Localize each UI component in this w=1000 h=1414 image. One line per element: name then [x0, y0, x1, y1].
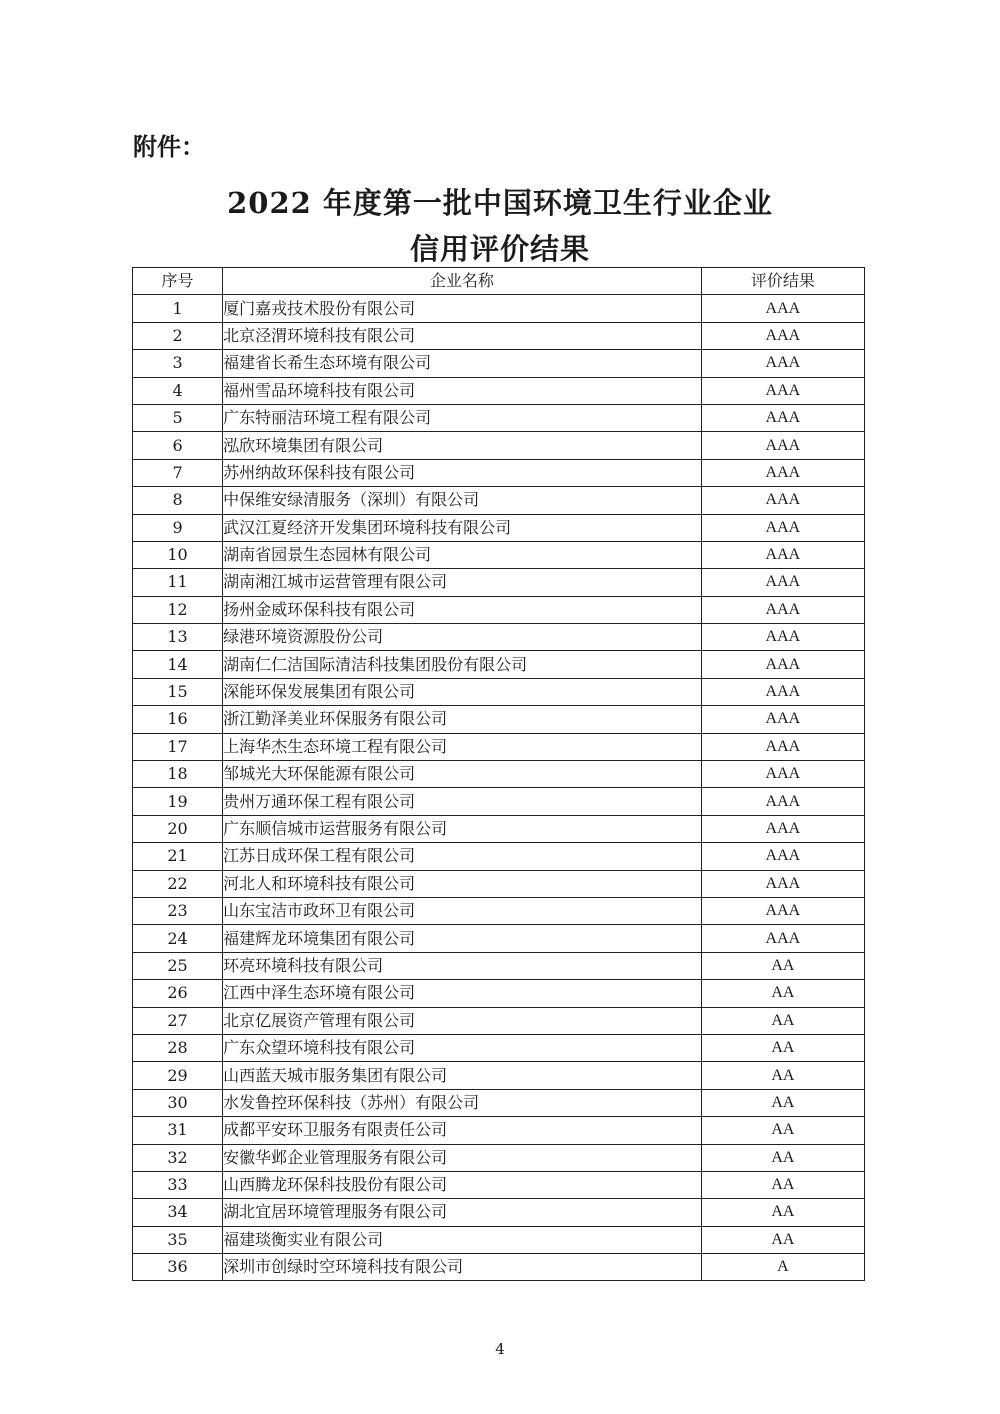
serial-number-cell: 35 — [133, 1226, 223, 1253]
rating-cell: AAA — [701, 925, 864, 952]
serial-number-cell: 31 — [133, 1117, 223, 1144]
rating-cell: AAA — [701, 788, 864, 815]
rating-cell: AAA — [701, 350, 864, 377]
header-company-name: 企业名称 — [223, 268, 702, 295]
table-row — [133, 925, 865, 952]
serial-number-cell: 25 — [133, 952, 223, 979]
serial-number-cell: 13 — [133, 624, 223, 651]
table-row — [133, 295, 865, 322]
serial-number-cell: 6 — [133, 432, 223, 459]
table-row — [133, 897, 865, 924]
header-rating: 评价结果 — [701, 268, 864, 295]
table-row — [133, 706, 865, 733]
serial-number-cell: 19 — [133, 788, 223, 815]
rating-cell: AA — [701, 1034, 864, 1061]
company-name-cell: 上海华杰生态环境工程有限公司 — [223, 733, 702, 760]
company-name-cell: 广东众望环境科技有限公司 — [223, 1034, 702, 1061]
rating-cell: AAA — [701, 514, 864, 541]
serial-number-cell: 9 — [133, 514, 223, 541]
table-row — [133, 788, 865, 815]
company-name-cell: 邹城光大环保能源有限公司 — [223, 761, 702, 788]
table-row — [133, 815, 865, 842]
serial-number-cell: 17 — [133, 733, 223, 760]
table-row — [133, 459, 865, 486]
company-name-cell: 厦门嘉戎技术股份有限公司 — [223, 295, 702, 322]
serial-number-cell: 15 — [133, 678, 223, 705]
company-name-cell: 山东宝洁市政环卫有限公司 — [223, 897, 702, 924]
serial-number-cell: 18 — [133, 761, 223, 788]
rating-cell: AAA — [701, 843, 864, 870]
rating-cell: AAA — [701, 295, 864, 322]
company-name-cell: 湖南湘江城市运营管理有限公司 — [223, 569, 702, 596]
table-row — [133, 733, 865, 760]
rating-cell: AAA — [701, 815, 864, 842]
rating-cell: AAA — [701, 404, 864, 431]
company-name-cell: 湖南省园景生态园林有限公司 — [223, 541, 702, 568]
company-name-cell: 武汉江夏经济开发集团环境科技有限公司 — [223, 514, 702, 541]
table-row — [133, 404, 865, 431]
table-row — [133, 1226, 865, 1253]
serial-number-cell: 22 — [133, 870, 223, 897]
table-row — [133, 1117, 865, 1144]
company-name-cell: 湖南仁仁洁国际清洁科技集团股份有限公司 — [223, 651, 702, 678]
rating-cell: AA — [701, 1226, 864, 1253]
rating-cell: AAA — [701, 897, 864, 924]
company-name-cell: 水发鲁控环保科技（苏州）有限公司 — [223, 1089, 702, 1116]
company-name-cell: 江西中泽生态环境有限公司 — [223, 980, 702, 1007]
serial-number-cell: 28 — [133, 1034, 223, 1061]
serial-number-cell: 33 — [133, 1171, 223, 1198]
results-table — [132, 267, 865, 1281]
rating-cell: AA — [701, 1007, 864, 1034]
serial-number-cell: 16 — [133, 706, 223, 733]
page-number: 4 — [495, 1340, 505, 1358]
serial-number-cell: 7 — [133, 459, 223, 486]
company-name-cell: 成都平安环卫服务有限责任公司 — [223, 1117, 702, 1144]
table-row — [133, 1254, 865, 1281]
company-name-cell: 深能环保发展集团有限公司 — [223, 678, 702, 705]
rating-cell: AAA — [701, 569, 864, 596]
table-row — [133, 1171, 865, 1198]
company-name-cell: 贵州万通环保工程有限公司 — [223, 788, 702, 815]
company-name-cell: 中保维安绿清服务（深圳）有限公司 — [223, 487, 702, 514]
company-name-cell: 福州雪品环境科技有限公司 — [223, 377, 702, 404]
rating-cell: AAA — [701, 596, 864, 623]
document-title — [0, 180, 1000, 272]
company-name-cell: 广东顺信城市运营服务有限公司 — [223, 815, 702, 842]
rating-cell: AAA — [701, 322, 864, 349]
table-row — [133, 1199, 865, 1226]
rating-cell: AA — [701, 1062, 864, 1089]
serial-number-cell: 34 — [133, 1199, 223, 1226]
company-name-cell: 广东特丽洁环境工程有限公司 — [223, 404, 702, 431]
table-row — [133, 596, 865, 623]
title-line-1: 2022 年度第一批中国环境卫生行业企业 — [227, 186, 773, 220]
serial-number-cell: 30 — [133, 1089, 223, 1116]
rating-cell: AA — [701, 1171, 864, 1198]
table-body — [133, 295, 865, 1281]
company-name-cell: 福建辉龙环境集团有限公司 — [223, 925, 702, 952]
company-name-cell: 福建省长希生态环境有限公司 — [223, 350, 702, 377]
rating-cell: AA — [701, 980, 864, 1007]
table-row — [133, 952, 865, 979]
table-row — [133, 1034, 865, 1061]
table-row — [133, 1007, 865, 1034]
table-row — [133, 569, 865, 596]
rating-cell: AA — [701, 1117, 864, 1144]
serial-number-cell: 10 — [133, 541, 223, 568]
rating-cell: AAA — [701, 678, 864, 705]
company-name-cell: 福建琰衡实业有限公司 — [223, 1226, 702, 1253]
serial-number-cell: 11 — [133, 569, 223, 596]
table-row — [133, 1062, 865, 1089]
company-name-cell: 绿港环境资源股份公司 — [223, 624, 702, 651]
serial-number-cell: 26 — [133, 980, 223, 1007]
serial-number-cell: 12 — [133, 596, 223, 623]
table-row — [133, 541, 865, 568]
company-name-cell: 北京泾渭环境科技有限公司 — [223, 322, 702, 349]
company-name-cell: 河北人和环境科技有限公司 — [223, 870, 702, 897]
serial-number-cell: 4 — [133, 377, 223, 404]
serial-number-cell: 2 — [133, 322, 223, 349]
table-row — [133, 678, 865, 705]
serial-number-cell: 14 — [133, 651, 223, 678]
company-name-cell: 山西蓝天城市服务集团有限公司 — [223, 1062, 702, 1089]
table-row — [133, 322, 865, 349]
table-row — [133, 487, 865, 514]
rating-cell: AAA — [701, 541, 864, 568]
company-name-cell: 山西腾龙环保科技股份有限公司 — [223, 1171, 702, 1198]
company-name-cell: 苏州纳故环保科技有限公司 — [223, 459, 702, 486]
table-row — [133, 870, 865, 897]
serial-number-cell: 21 — [133, 843, 223, 870]
serial-number-cell: 1 — [133, 295, 223, 322]
serial-number-cell: 27 — [133, 1007, 223, 1034]
table-row — [133, 651, 865, 678]
company-name-cell: 深圳市创绿时空环境科技有限公司 — [223, 1254, 702, 1281]
serial-number-cell: 32 — [133, 1144, 223, 1171]
company-name-cell: 湖北宜居环境管理服务有限公司 — [223, 1199, 702, 1226]
serial-number-cell: 23 — [133, 897, 223, 924]
serial-number-cell: 8 — [133, 487, 223, 514]
header-row — [133, 268, 865, 295]
table-row — [133, 432, 865, 459]
rating-cell: AAA — [701, 870, 864, 897]
table-row — [133, 624, 865, 651]
table-row — [133, 1089, 865, 1116]
serial-number-cell: 3 — [133, 350, 223, 377]
company-name-cell: 北京亿展资产管理有限公司 — [223, 1007, 702, 1034]
serial-number-cell: 5 — [133, 404, 223, 431]
serial-number-cell: 29 — [133, 1062, 223, 1089]
rating-cell: AA — [701, 1089, 864, 1116]
rating-cell: AAA — [701, 377, 864, 404]
rating-cell: AAA — [701, 733, 864, 760]
company-name-cell: 江苏日成环保工程有限公司 — [223, 843, 702, 870]
title-line-2: 信用评价结果 — [409, 232, 590, 266]
company-name-cell: 安徽华邺企业管理服务有限公司 — [223, 1144, 702, 1171]
rating-cell: A — [701, 1254, 864, 1281]
rating-cell: AAA — [701, 487, 864, 514]
rating-cell: AAA — [701, 651, 864, 678]
table-row — [133, 761, 865, 788]
rating-cell: AAA — [701, 459, 864, 486]
serial-number-cell: 24 — [133, 925, 223, 952]
serial-number-cell: 36 — [133, 1254, 223, 1281]
rating-cell: AA — [701, 1144, 864, 1171]
rating-cell: AA — [701, 952, 864, 979]
rating-cell: AA — [701, 1199, 864, 1226]
company-name-cell: 泓欣环境集团有限公司 — [223, 432, 702, 459]
company-name-cell: 扬州金威环保科技有限公司 — [223, 596, 702, 623]
rating-cell: AAA — [701, 432, 864, 459]
table-row — [133, 1144, 865, 1171]
table-row — [133, 514, 865, 541]
table-row — [133, 377, 865, 404]
serial-number-cell: 20 — [133, 815, 223, 842]
header-serial-number: 序号 — [133, 268, 223, 295]
table-header — [133, 268, 865, 295]
table-row — [133, 843, 865, 870]
rating-cell: AAA — [701, 706, 864, 733]
table-row — [133, 980, 865, 1007]
company-name-cell: 浙江勤泽美业环保服务有限公司 — [223, 706, 702, 733]
rating-cell: AAA — [701, 624, 864, 651]
table-row — [133, 350, 865, 377]
attachment-label: 附件： — [133, 133, 205, 161]
company-name-cell: 环亮环境科技有限公司 — [223, 952, 702, 979]
rating-cell: AAA — [701, 761, 864, 788]
